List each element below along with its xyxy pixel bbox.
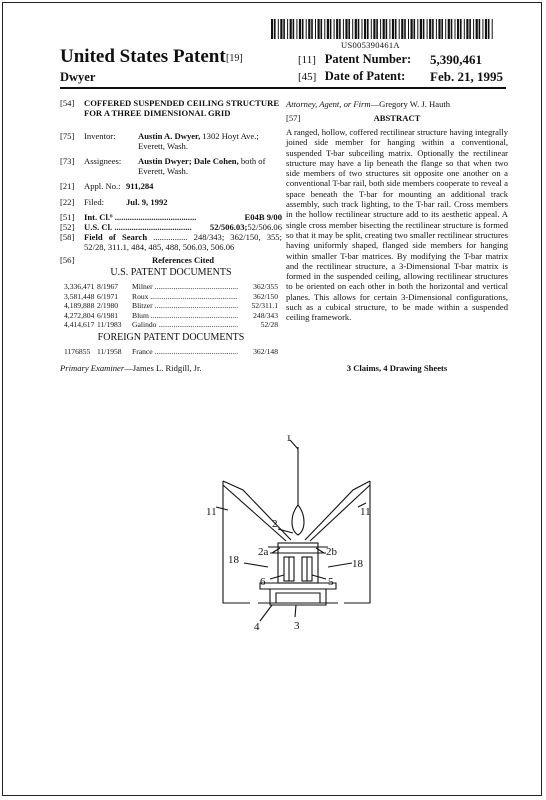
reference-date: 2/1980: [97, 301, 119, 311]
field-code: [73]: [60, 156, 75, 166]
field-code: [56]: [60, 255, 75, 265]
reference-cls: 52/311.1: [251, 301, 278, 311]
reference-num: 4,272,804: [64, 310, 95, 320]
us-cl-value: 52/506.03;: [209, 222, 248, 232]
reference-date: 8/1967: [97, 282, 119, 291]
figure-reference-label: 2b: [326, 546, 337, 558]
reference-name: Blitzer .....: [132, 301, 238, 311]
abstract-text: A ranged, hollow, coffered rectilinear structure having integrally joined side member for hanging within a conventional, suspended T-bar subceiling matrix. Optionally the rectilinear structure may have a lip beneath the flange so that when two side members of two structures sit opposite one another on a conventional T-bar rail, both side members cooperate to reveal a space beneath the T-bar for mounting an additional track assembly, such track lighting, to the T-bar rail. Cross members in the hollow rectilinear structure add to its aesthetic appeal. A single cross member bisecting the rectilinear structure is formed so that it may be split, creating two smaller rectilinear structures having uniformly shaped, flanged side members for hanging within smaller T-bar matrices. By modifying the T-bar matrix and the rectilinear structure, a 3-Dimensional T-bar matrix is formed in the suspended ceiling, allowing rectilinear structures to be oriented on each other in both the horizontal and vertical planes. This allows for certain 3-Dimensional configurations, such as a cubical structure, to be made within a suspended ceiling framework.: [286, 127, 508, 323]
barcode-image: [271, 19, 493, 39]
appl-no-value: 911,284: [126, 181, 154, 191]
us-cl-value-secondary: 52/506.06: [247, 222, 282, 232]
filed-label: Filed:: [84, 197, 105, 207]
field-code: [54]: [60, 98, 75, 108]
right-panel-outline: [344, 481, 370, 603]
us-cl-label: U.S. Cl. ....................................: [84, 222, 192, 232]
patent-number-code: [11]: [298, 54, 316, 66]
abstract-code: [57]: [286, 113, 301, 123]
field-58-search: [60, 232, 282, 253]
reference-date: 11/1958: [97, 347, 122, 356]
figure-reference-label: 11: [206, 506, 217, 518]
figure-reference-label: 4: [254, 621, 260, 633]
int-cl-label: Int. Cl.⁶ ......................................: [84, 212, 197, 222]
us-patent-documents-heading: U.S. PATENT DOCUMENTS: [110, 267, 232, 278]
reference-name: France .....: [132, 347, 238, 357]
patent-drawing-figure: [198, 435, 378, 635]
appl-no-label: Appl. No.:: [84, 181, 121, 191]
left-panel-outline: [223, 481, 250, 603]
reference-date: 6/1981: [97, 310, 119, 320]
field-22-filed: [60, 197, 282, 207]
reference-name: Blum .....: [132, 311, 238, 321]
figure-reference-label: 1: [286, 435, 292, 444]
date-code: [45]: [298, 71, 317, 83]
primary-examiner-label: Primary Examiner: [60, 363, 125, 373]
figure-reference-label: 2: [272, 518, 278, 530]
inventor-label: Inventor:: [84, 131, 116, 141]
assignee-names: Austin Dwyer; Dale Cohen,: [138, 156, 239, 166]
figure-reference-label: 11: [360, 506, 371, 518]
assignee-address: both of Everett, Wash.: [138, 156, 266, 177]
abstract-heading-row: [286, 113, 508, 123]
attorney-name: —Gregory W. J. Hauth: [370, 99, 451, 109]
field-73-assignees: [60, 156, 282, 177]
reference-row: [64, 282, 278, 292]
header-rule: [60, 87, 506, 89]
title-code: [19]: [226, 53, 243, 64]
figure-reference-label: 18: [352, 558, 363, 570]
field-of-search-value: ................ 248/343; 362/150, 355; 52/28, 311.1, 484, 485, 488, 506.03, 506.06: [84, 232, 282, 253]
invention-title: COFFERED SUSPENDED CEILING STRUCTURE FOR A THREE DIMENSIONAL GRID: [84, 98, 280, 119]
reference-cls: 362/148: [253, 347, 278, 356]
reference-cls: 362/150: [253, 291, 278, 301]
reference-name: Milner .....: [132, 282, 238, 292]
field-code: [52]: [60, 222, 75, 232]
reference-row: [64, 347, 278, 357]
abstract-heading: ABSTRACT: [373, 113, 421, 123]
inventor-name: Austin A. Dwyer,: [138, 131, 201, 141]
figure-reference-label: 5: [328, 576, 334, 588]
patent-page: [2, 2, 542, 796]
field-51-int-cl: [60, 212, 282, 222]
date-of-patent-row: [298, 69, 503, 84]
us-docs-heading-row: [60, 267, 282, 278]
field-52-us-cl: [60, 222, 282, 232]
reference-cls: 52/28: [260, 320, 278, 330]
reference-name: Roux .....: [132, 292, 238, 302]
field-code: [51]: [60, 212, 75, 222]
field-code: [75]: [60, 131, 75, 141]
references-heading: References Cited: [151, 255, 215, 265]
inventor-address: 1302 Hoyt Ave.; Everett, Wash.: [138, 131, 259, 152]
field-54-title: [60, 98, 282, 119]
reference-row: [64, 292, 278, 302]
reference-name: Galindo .....: [132, 320, 238, 330]
foreign-patent-documents-heading: FOREIGN PATENT DOCUMENTS: [97, 332, 245, 343]
date-label: Date of Patent:: [324, 69, 406, 83]
primary-examiner: [60, 363, 300, 373]
field-code: [22]: [60, 197, 75, 207]
figure-reference-label: 6: [260, 576, 266, 588]
reference-num: 1176855: [64, 347, 91, 356]
foreign-docs-heading-row: [60, 332, 282, 343]
filed-value: Jul. 9, 1992: [126, 197, 168, 207]
reference-num: 4,414,617: [64, 320, 95, 330]
field-code: [21]: [60, 181, 75, 191]
attorney-row: [286, 99, 508, 109]
reference-num: 3,581,448: [64, 291, 95, 301]
inventor-surname: Dwyer: [60, 70, 96, 84]
claims-and-sheets: 3 Claims, 4 Drawing Sheets: [346, 363, 448, 373]
figure-reference-label: 2a: [258, 546, 269, 558]
reference-row: [64, 311, 278, 321]
reference-num: 3,336,471: [64, 282, 95, 291]
date-value: Feb. 21, 1995: [430, 69, 503, 84]
int-cl-value: E04B 9/00: [244, 212, 282, 222]
reference-cls: 362/355: [253, 282, 278, 291]
attorney-label: Attorney, Agent, or Firm: [286, 99, 371, 109]
reference-date: 11/1983: [97, 320, 122, 330]
field-56-references: [60, 255, 282, 265]
patent-number-label: Patent Number:: [324, 52, 412, 66]
field-21-appl-no: [60, 181, 282, 191]
foreign-references-list: [64, 347, 278, 357]
patent-number-value: 5,390,461: [430, 52, 482, 67]
field-of-search-label: Field of Search: [84, 232, 148, 242]
field-code: [58]: [60, 232, 75, 242]
patent-number-row: [298, 52, 482, 67]
reference-date: 6/1971: [97, 291, 119, 301]
document-title: United States Patent: [60, 46, 226, 67]
reference-num: 4,189,888: [64, 301, 95, 311]
reference-row: [64, 301, 278, 311]
us-references-list: [64, 282, 278, 330]
reference-row: [64, 320, 278, 330]
figure-reference-label: 18: [228, 554, 239, 566]
primary-examiner-name: —James L. Ridgill, Jr.: [124, 363, 202, 373]
figure-reference-label: 3: [294, 620, 300, 632]
barcode-number: US005390461A: [341, 40, 400, 50]
field-75-inventor: [60, 131, 282, 152]
reference-cls: 248/343: [253, 310, 278, 320]
assignees-label: Assignees:: [84, 156, 122, 166]
